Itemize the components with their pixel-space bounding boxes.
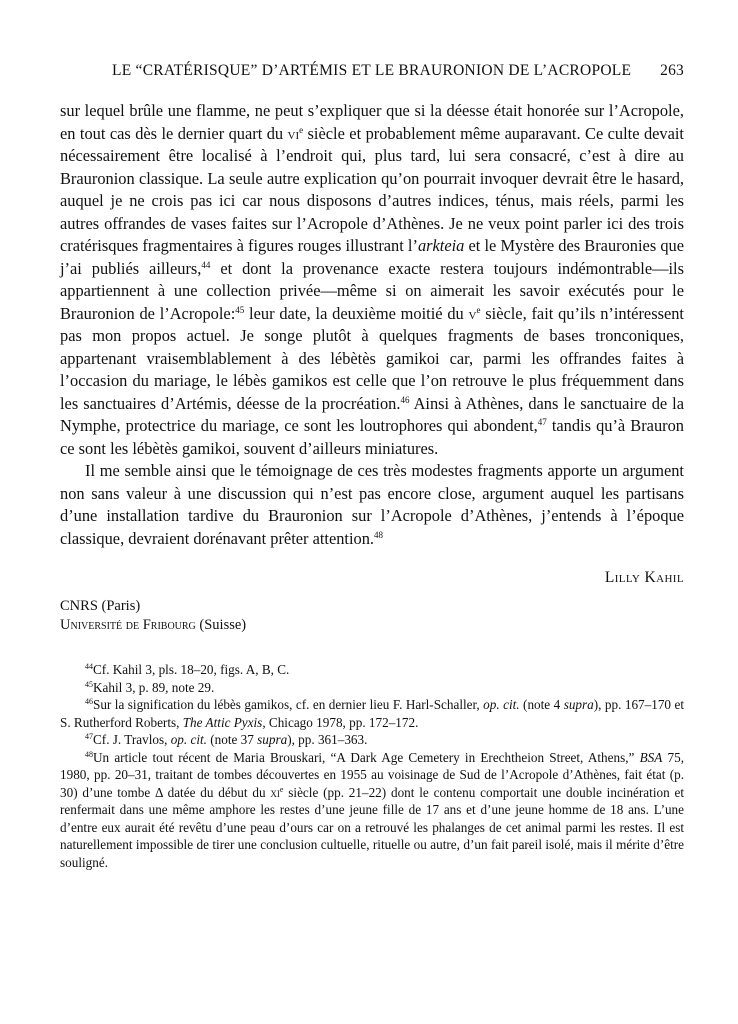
footnotes bbox=[60, 661, 684, 871]
footnote-ref-46[interactable]: 46 bbox=[400, 394, 410, 405]
footnote-ref-48[interactable]: 48 bbox=[374, 529, 384, 540]
superscript: e bbox=[299, 124, 304, 135]
italic-citation: op. cit. bbox=[483, 697, 520, 712]
century-numeral: v bbox=[468, 303, 477, 323]
text-run: tandis qu’à Brauron ce sont les lébètès gamikoi, souvent d’ailleurs miniatures. bbox=[60, 416, 684, 458]
footnote-44 bbox=[60, 661, 684, 679]
footnote-text: Sur la signification du lébès gamikos, cf. en dernier lieu F. Harl-Schaller, bbox=[93, 697, 484, 712]
text-run: siècle et probablement même auparavant. Ce culte devait nécessairement être localisé à l’endroit qui, plus tard, lui sera consacré, c’est à dire au Brauronion classique. La seule autre explication qu’on pourrait invoquer devrait être le hasard, auquel je ne crois pas ici car nous disposons d’autres indices, ténus, mais réels, parmi les autres offrandes de vases faites sur l’Acropole d’Athènes. Je ne veux point parler ici des trois cratérisques fragmentaires à figures rouges illustrant l’ bbox=[60, 123, 684, 255]
footnote-number: 48 bbox=[85, 749, 93, 759]
running-head-title: LE “CRATÉRISQUE” D’ARTÉMIS ET LE BRAURONION DE L’ACROPOLE bbox=[112, 62, 632, 79]
affiliation bbox=[60, 597, 684, 635]
text-run: Ainsi à Athènes, dans le sanctuaire de la Nymphe, protectrice du mariage, ce sont les loutrophores qui abondent, bbox=[60, 393, 685, 435]
italic-citation: supra bbox=[563, 697, 594, 712]
paragraph-1 bbox=[60, 100, 684, 460]
footnote-text: Kahil 3, p. 89, note 29. bbox=[93, 679, 215, 695]
footnote-text: ), pp. 167–170 et S. Rutherford Roberts, bbox=[60, 697, 684, 730]
footnote-ref-44[interactable]: 44 bbox=[201, 259, 211, 270]
footnote-text: ), pp. 361–363. bbox=[287, 732, 368, 747]
superscript: e bbox=[279, 784, 284, 794]
text-run: sur lequel brûle une flamme, ne peut s’expliquer que si la déesse était honorée sur l’Acropole, en tout cas dès le dernier quart du bbox=[60, 101, 684, 143]
page-number: 263 bbox=[660, 62, 684, 79]
footnote-number: 44 bbox=[85, 662, 93, 671]
footnote-ref-47[interactable]: 47 bbox=[537, 417, 547, 427]
century-numeral: vi bbox=[287, 123, 300, 143]
footnote-47 bbox=[60, 731, 684, 749]
footnote-48 bbox=[60, 749, 684, 872]
affiliation-country: (Suisse) bbox=[195, 617, 247, 633]
journal-title: BSA bbox=[639, 749, 663, 765]
text-run: siècle, fait qu’ils n’intéressent pas mon propos actuel. Je songe plutôt à quelques fragments de bases tronconiques, appartenant vraisemblablement à des lébètès gamikoi car, parmi les offrandes faites à l’occasion du mariage, le lébès gamikos est celle que l’on retrouve le plus fréquemment dans les sanctuaires d’Artémis, déesse de la procréation. bbox=[60, 303, 684, 413]
century-numeral: xi bbox=[270, 784, 280, 800]
footnote-text: , Chicago 1978, pp. 172–172. bbox=[262, 714, 419, 730]
footnote-ref-45[interactable]: 45 bbox=[235, 304, 245, 315]
footnote-number: 46 bbox=[85, 697, 93, 706]
footnote-text: Cf. Kahil 3, pls. 18–20, figs. A, B, C. bbox=[93, 662, 290, 677]
footnote-number: 47 bbox=[85, 732, 93, 741]
footnote-text: siècle (pp. 21–22) dont le contenu comportait une double incinération et renfermait dans une même amphore les restes d’une jeune fille de 17 ans et d’une jeune homme de 18 ans. L’une d’entre eux aurait été revêtu d’une peau d’ours car on a retrouvé les phalanges de cet animal parmi les restes. Il est naturellement impossible de tirer une conclusion cultuelle, rituelle ou autre, d’un fait pareil isolé, mais il mérite d’être souligné. bbox=[60, 784, 685, 870]
affiliation-line-1: CNRS (Paris) bbox=[60, 598, 141, 614]
footnote-45 bbox=[60, 679, 684, 697]
footnote-text: Cf. J. Travlos, bbox=[93, 732, 171, 747]
footnote-46 bbox=[60, 696, 684, 731]
affiliation-line-2 bbox=[60, 616, 684, 635]
book-title: The Attic Pyxis bbox=[182, 714, 263, 730]
page bbox=[60, 62, 684, 871]
body-text bbox=[60, 100, 684, 550]
text-run: Il me semble ainsi que le témoignage de ces très modestes fragments apporte un argument non sans valeur à une discussion qui n’est pas encore close, argument auquel les partisans d’une installation tardive du Brauronion sur l’Acropole d’Athènes, j’entends à l’époque classique, devraient dorénavant prêter attention. bbox=[60, 461, 684, 548]
footnote-number: 45 bbox=[85, 679, 93, 689]
running-head bbox=[112, 62, 684, 84]
italic-citation: op. cit. bbox=[170, 732, 207, 747]
footnote-text: 75, 1980, pp. 20–31, traitant de tombes découvertes en 1955 au voisinage de Sud de l’Acropole d’Athènes, fait état (p. 30) d’une tombe Δ datée du début du bbox=[60, 749, 684, 800]
paragraph-2 bbox=[60, 460, 684, 550]
text-run: et dont la provenance exacte restera toujours indémontrable—ils appartiennent à une collection privée—même si on aimerait les savoir exécutés pour le Brauronion de l’Acropole: bbox=[60, 258, 684, 323]
university-name: Université de Fribourg bbox=[60, 617, 196, 633]
author-signature: Lilly Kahil bbox=[604, 569, 684, 586]
italic-term: arkteia bbox=[417, 236, 465, 255]
superscript: e bbox=[476, 304, 481, 315]
footnote-text: Un article tout récent de Maria Brouskari, “A Dark Age Cemetery in Erechtheion Street, Athens,” bbox=[93, 749, 640, 765]
text-run: leur date, la deuxième moitié du bbox=[244, 303, 469, 323]
text-run: et le Mystère des Brauronies que j’ai publiés ailleurs, bbox=[60, 236, 684, 278]
footnote-text: (note 37 bbox=[206, 732, 258, 747]
italic-citation: supra bbox=[257, 732, 288, 747]
footnote-text: (note 4 bbox=[519, 697, 564, 712]
